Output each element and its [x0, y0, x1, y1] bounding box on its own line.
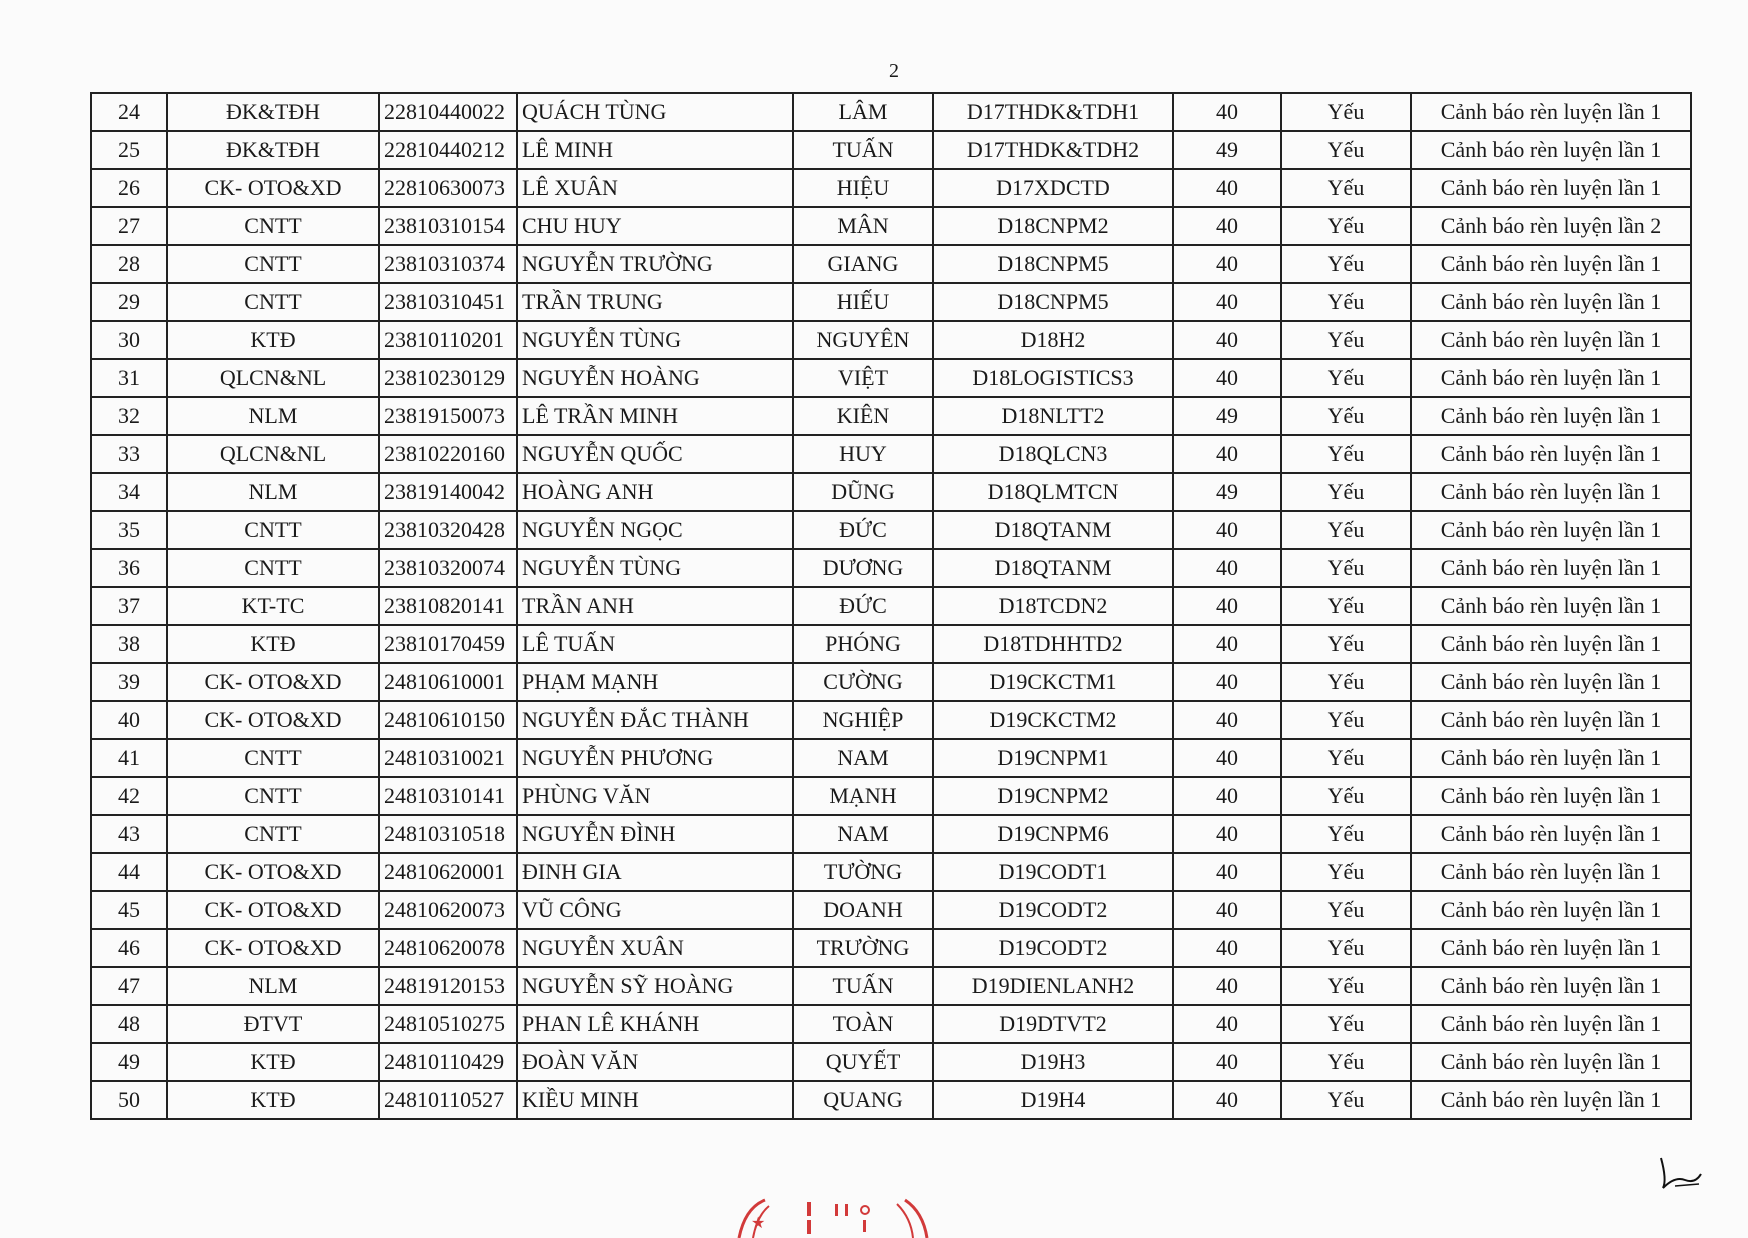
result-cell: Cảnh báo rèn luyện lần 1: [1411, 359, 1691, 397]
given-name-cell: QUANG: [793, 1081, 933, 1119]
given-name-cell: MÂN: [793, 207, 933, 245]
student-id-cell: 24819120153: [379, 967, 517, 1005]
student-id-cell: 23810170459: [379, 625, 517, 663]
row-number: 46: [91, 929, 167, 967]
student-id-cell: 22810440022: [379, 93, 517, 131]
table-row: [91, 853, 1691, 891]
result-cell: Cảnh báo rèn luyện lần 1: [1411, 777, 1691, 815]
faculty-cell: CK- OTO&XD: [167, 701, 379, 739]
class-cell: D19CODT2: [933, 929, 1173, 967]
page-number: 2: [889, 60, 899, 82]
student-id-cell: 23810220160: [379, 435, 517, 473]
score-cell: 40: [1173, 245, 1281, 283]
student-id-cell: 24810310141: [379, 777, 517, 815]
score-cell: 49: [1173, 473, 1281, 511]
faculty-cell: CK- OTO&XD: [167, 853, 379, 891]
faculty-cell: CNTT: [167, 283, 379, 321]
class-cell: D19CNPM2: [933, 777, 1173, 815]
faculty-cell: KTĐ: [167, 1043, 379, 1081]
score-cell: 40: [1173, 169, 1281, 207]
score-cell: 40: [1173, 511, 1281, 549]
given-name-cell: PHÓNG: [793, 625, 933, 663]
signature-mark: [1655, 1150, 1705, 1190]
result-cell: Cảnh báo rèn luyện lần 2: [1411, 207, 1691, 245]
student-id-cell: 22810440212: [379, 131, 517, 169]
result-cell: Cảnh báo rèn luyện lần 1: [1411, 169, 1691, 207]
given-name-cell: DƯƠNG: [793, 549, 933, 587]
table-row: [91, 283, 1691, 321]
faculty-cell: QLCN&NL: [167, 435, 379, 473]
table-row: [91, 435, 1691, 473]
row-number: 49: [91, 1043, 167, 1081]
faculty-cell: CNTT: [167, 777, 379, 815]
surname-cell: PHÙNG VĂN: [517, 777, 793, 815]
rating-cell: Yếu: [1281, 929, 1411, 967]
student-id-cell: 24810110429: [379, 1043, 517, 1081]
table-row: [91, 359, 1691, 397]
surname-cell: HOÀNG ANH: [517, 473, 793, 511]
faculty-cell: CK- OTO&XD: [167, 891, 379, 929]
faculty-cell: KTĐ: [167, 625, 379, 663]
score-cell: 40: [1173, 625, 1281, 663]
row-number: 35: [91, 511, 167, 549]
student-id-cell: 24810310518: [379, 815, 517, 853]
student-id-cell: 23810320428: [379, 511, 517, 549]
class-cell: D18QTANM: [933, 511, 1173, 549]
score-cell: 40: [1173, 1043, 1281, 1081]
surname-cell: PHẠM MẠNH: [517, 663, 793, 701]
surname-cell: NGUYỄN TÙNG: [517, 321, 793, 359]
table-row: [91, 473, 1691, 511]
table-row: [91, 1043, 1691, 1081]
result-cell: Cảnh báo rèn luyện lần 1: [1411, 473, 1691, 511]
faculty-cell: CNTT: [167, 245, 379, 283]
surname-cell: NGUYỄN TÙNG: [517, 549, 793, 587]
surname-cell: NGUYỄN ĐẮC THÀNH: [517, 701, 793, 739]
surname-cell: NGUYỄN QUỐC: [517, 435, 793, 473]
student-id-cell: 24810620078: [379, 929, 517, 967]
result-cell: Cảnh báo rèn luyện lần 1: [1411, 511, 1691, 549]
class-cell: D17THDK&TDH1: [933, 93, 1173, 131]
student-warning-table: [90, 92, 1692, 1120]
given-name-cell: TUẤN: [793, 967, 933, 1005]
result-cell: Cảnh báo rèn luyện lần 1: [1411, 815, 1691, 853]
student-id-cell: 24810110527: [379, 1081, 517, 1119]
class-cell: D18CNPM5: [933, 283, 1173, 321]
score-cell: 40: [1173, 435, 1281, 473]
given-name-cell: HIẾU: [793, 283, 933, 321]
row-number: 25: [91, 131, 167, 169]
class-cell: D19CKCTM2: [933, 701, 1173, 739]
result-cell: Cảnh báo rèn luyện lần 1: [1411, 739, 1691, 777]
table-row: [91, 549, 1691, 587]
class-cell: D19DIENLANH2: [933, 967, 1173, 1005]
score-cell: 40: [1173, 815, 1281, 853]
score-cell: 40: [1173, 207, 1281, 245]
faculty-cell: ĐK&TĐH: [167, 131, 379, 169]
student-id-cell: 24810610001: [379, 663, 517, 701]
surname-cell: QUÁCH TÙNG: [517, 93, 793, 131]
given-name-cell: TUẤN: [793, 131, 933, 169]
row-number: 36: [91, 549, 167, 587]
given-name-cell: MẠNH: [793, 777, 933, 815]
class-cell: D19CODT1: [933, 853, 1173, 891]
row-number: 31: [91, 359, 167, 397]
table-row: [91, 511, 1691, 549]
table-row: [91, 891, 1691, 929]
table-row: [91, 207, 1691, 245]
score-cell: 40: [1173, 321, 1281, 359]
given-name-cell: VIỆT: [793, 359, 933, 397]
result-cell: Cảnh báo rèn luyện lần 1: [1411, 625, 1691, 663]
row-number: 42: [91, 777, 167, 815]
score-cell: 49: [1173, 131, 1281, 169]
faculty-cell: CK- OTO&XD: [167, 929, 379, 967]
class-cell: D18TDHHTD2: [933, 625, 1173, 663]
surname-cell: KIỀU MINH: [517, 1081, 793, 1119]
class-cell: D19CODT2: [933, 891, 1173, 929]
rating-cell: Yếu: [1281, 815, 1411, 853]
score-cell: 40: [1173, 1005, 1281, 1043]
row-number: 27: [91, 207, 167, 245]
row-number: 38: [91, 625, 167, 663]
score-cell: 40: [1173, 701, 1281, 739]
given-name-cell: HUY: [793, 435, 933, 473]
rating-cell: Yếu: [1281, 245, 1411, 283]
faculty-cell: CNTT: [167, 815, 379, 853]
student-id-cell: 23810310154: [379, 207, 517, 245]
rating-cell: Yếu: [1281, 739, 1411, 777]
given-name-cell: QUYẾT: [793, 1043, 933, 1081]
surname-cell: NGUYỄN HOÀNG: [517, 359, 793, 397]
result-cell: Cảnh báo rèn luyện lần 1: [1411, 663, 1691, 701]
rating-cell: Yếu: [1281, 1081, 1411, 1119]
score-cell: 49: [1173, 397, 1281, 435]
table-row: [91, 701, 1691, 739]
table-row: [91, 245, 1691, 283]
class-cell: D17XDCTD: [933, 169, 1173, 207]
class-cell: D19CNPM1: [933, 739, 1173, 777]
row-number: 30: [91, 321, 167, 359]
given-name-cell: TƯỜNG: [793, 853, 933, 891]
table-row: [91, 93, 1691, 131]
class-cell: D19H4: [933, 1081, 1173, 1119]
given-name-cell: NAM: [793, 739, 933, 777]
score-cell: 40: [1173, 739, 1281, 777]
score-cell: 40: [1173, 359, 1281, 397]
score-cell: 40: [1173, 587, 1281, 625]
row-number: 32: [91, 397, 167, 435]
score-cell: 40: [1173, 777, 1281, 815]
rating-cell: Yếu: [1281, 207, 1411, 245]
table-body: [91, 93, 1691, 1119]
table-row: [91, 587, 1691, 625]
result-cell: Cảnh báo rèn luyện lần 1: [1411, 397, 1691, 435]
rating-cell: Yếu: [1281, 169, 1411, 207]
result-cell: Cảnh báo rèn luyện lần 1: [1411, 701, 1691, 739]
row-number: 48: [91, 1005, 167, 1043]
rating-cell: Yếu: [1281, 321, 1411, 359]
result-cell: Cảnh báo rèn luyện lần 1: [1411, 853, 1691, 891]
table-row: [91, 777, 1691, 815]
given-name-cell: KIÊN: [793, 397, 933, 435]
faculty-cell: QLCN&NL: [167, 359, 379, 397]
result-cell: Cảnh báo rèn luyện lần 1: [1411, 587, 1691, 625]
surname-cell: NGUYỄN TRƯỜNG: [517, 245, 793, 283]
table-row: [91, 929, 1691, 967]
row-number: 45: [91, 891, 167, 929]
rating-cell: Yếu: [1281, 131, 1411, 169]
score-cell: 40: [1173, 891, 1281, 929]
result-cell: Cảnh báo rèn luyện lần 1: [1411, 131, 1691, 169]
row-number: 39: [91, 663, 167, 701]
surname-cell: NGUYỄN XUÂN: [517, 929, 793, 967]
result-cell: Cảnh báo rèn luyện lần 1: [1411, 93, 1691, 131]
row-number: 40: [91, 701, 167, 739]
table-row: [91, 169, 1691, 207]
table-row: [91, 321, 1691, 359]
faculty-cell: CNTT: [167, 511, 379, 549]
score-cell: 40: [1173, 1081, 1281, 1119]
table-row: [91, 815, 1691, 853]
given-name-cell: DOANH: [793, 891, 933, 929]
class-cell: D18QTANM: [933, 549, 1173, 587]
table-row: [91, 663, 1691, 701]
result-cell: Cảnh báo rèn luyện lần 1: [1411, 283, 1691, 321]
surname-cell: NGUYỄN SỸ HOÀNG: [517, 967, 793, 1005]
result-cell: Cảnh báo rèn luyện lần 1: [1411, 1043, 1691, 1081]
class-cell: D19DTVT2: [933, 1005, 1173, 1043]
student-id-cell: 23810310374: [379, 245, 517, 283]
student-id-cell: 23810110201: [379, 321, 517, 359]
student-id-cell: 24810620073: [379, 891, 517, 929]
class-cell: D19H3: [933, 1043, 1173, 1081]
class-cell: D18TCDN2: [933, 587, 1173, 625]
surname-cell: TRẦN ANH: [517, 587, 793, 625]
row-number: 50: [91, 1081, 167, 1119]
score-cell: 40: [1173, 967, 1281, 1005]
rating-cell: Yếu: [1281, 1043, 1411, 1081]
rating-cell: Yếu: [1281, 359, 1411, 397]
rating-cell: Yếu: [1281, 1005, 1411, 1043]
result-cell: Cảnh báo rèn luyện lần 1: [1411, 245, 1691, 283]
given-name-cell: CƯỜNG: [793, 663, 933, 701]
rating-cell: Yếu: [1281, 587, 1411, 625]
surname-cell: NGUYỄN NGỌC: [517, 511, 793, 549]
student-id-cell: 23810230129: [379, 359, 517, 397]
faculty-cell: KTĐ: [167, 1081, 379, 1119]
result-cell: Cảnh báo rèn luyện lần 1: [1411, 967, 1691, 1005]
surname-cell: LÊ MINH: [517, 131, 793, 169]
row-number: 34: [91, 473, 167, 511]
row-number: 24: [91, 93, 167, 131]
rating-cell: Yếu: [1281, 701, 1411, 739]
given-name-cell: NGHIỆP: [793, 701, 933, 739]
score-cell: 40: [1173, 663, 1281, 701]
score-cell: 40: [1173, 853, 1281, 891]
row-number: 44: [91, 853, 167, 891]
class-cell: D18CNPM5: [933, 245, 1173, 283]
rating-cell: Yếu: [1281, 967, 1411, 1005]
given-name-cell: HIỆU: [793, 169, 933, 207]
student-id-cell: 23810310451: [379, 283, 517, 321]
given-name-cell: GIANG: [793, 245, 933, 283]
given-name-cell: LÂM: [793, 93, 933, 131]
result-cell: Cảnh báo rèn luyện lần 1: [1411, 549, 1691, 587]
faculty-cell: CNTT: [167, 207, 379, 245]
student-id-cell: 23819150073: [379, 397, 517, 435]
given-name-cell: ĐỨC: [793, 587, 933, 625]
class-cell: D17THDK&TDH2: [933, 131, 1173, 169]
given-name-cell: NGUYÊN: [793, 321, 933, 359]
score-cell: 40: [1173, 929, 1281, 967]
row-number: 29: [91, 283, 167, 321]
official-stamp: [735, 1198, 935, 1238]
student-id-cell: 24810310021: [379, 739, 517, 777]
given-name-cell: TRƯỜNG: [793, 929, 933, 967]
score-cell: 40: [1173, 93, 1281, 131]
row-number: 47: [91, 967, 167, 1005]
result-cell: Cảnh báo rèn luyện lần 1: [1411, 1005, 1691, 1043]
rating-cell: Yếu: [1281, 511, 1411, 549]
faculty-cell: CK- OTO&XD: [167, 663, 379, 701]
rating-cell: Yếu: [1281, 663, 1411, 701]
rating-cell: Yếu: [1281, 435, 1411, 473]
faculty-cell: NLM: [167, 967, 379, 1005]
rating-cell: Yếu: [1281, 777, 1411, 815]
faculty-cell: NLM: [167, 473, 379, 511]
class-cell: D18QLMTCN: [933, 473, 1173, 511]
faculty-cell: NLM: [167, 397, 379, 435]
result-cell: Cảnh báo rèn luyện lần 1: [1411, 929, 1691, 967]
given-name-cell: NAM: [793, 815, 933, 853]
surname-cell: NGUYỄN ĐÌNH: [517, 815, 793, 853]
surname-cell: ĐINH GIA: [517, 853, 793, 891]
row-number: 37: [91, 587, 167, 625]
row-number: 28: [91, 245, 167, 283]
student-id-cell: 23810820141: [379, 587, 517, 625]
student-id-cell: 24810510275: [379, 1005, 517, 1043]
table-row: [91, 397, 1691, 435]
surname-cell: VŨ CÔNG: [517, 891, 793, 929]
surname-cell: LÊ XUÂN: [517, 169, 793, 207]
surname-cell: ĐOÀN VĂN: [517, 1043, 793, 1081]
student-id-cell: 22810630073: [379, 169, 517, 207]
faculty-cell: CNTT: [167, 739, 379, 777]
result-cell: Cảnh báo rèn luyện lần 1: [1411, 891, 1691, 929]
svg-text:★: ★: [751, 1213, 766, 1232]
rating-cell: Yếu: [1281, 853, 1411, 891]
student-id-cell: 24810620001: [379, 853, 517, 891]
class-cell: D18CNPM2: [933, 207, 1173, 245]
table-row: [91, 739, 1691, 777]
table-row: [91, 131, 1691, 169]
table-row: [91, 625, 1691, 663]
rating-cell: Yếu: [1281, 93, 1411, 131]
rating-cell: Yếu: [1281, 397, 1411, 435]
surname-cell: TRẦN TRUNG: [517, 283, 793, 321]
class-cell: D18H2: [933, 321, 1173, 359]
result-cell: Cảnh báo rèn luyện lần 1: [1411, 435, 1691, 473]
class-cell: D19CNPM6: [933, 815, 1173, 853]
faculty-cell: ĐK&TĐH: [167, 93, 379, 131]
faculty-cell: CNTT: [167, 549, 379, 587]
table-row: [91, 1005, 1691, 1043]
student-id-cell: 23810320074: [379, 549, 517, 587]
faculty-cell: KT-TC: [167, 587, 379, 625]
row-number: 43: [91, 815, 167, 853]
surname-cell: LÊ TRẦN MINH: [517, 397, 793, 435]
class-cell: D18NLTT2: [933, 397, 1173, 435]
row-number: 26: [91, 169, 167, 207]
student-id-cell: 24810610150: [379, 701, 517, 739]
faculty-cell: KTĐ: [167, 321, 379, 359]
surname-cell: CHU HUY: [517, 207, 793, 245]
rating-cell: Yếu: [1281, 549, 1411, 587]
given-name-cell: DŨNG: [793, 473, 933, 511]
class-cell: D19CKCTM1: [933, 663, 1173, 701]
score-cell: 40: [1173, 283, 1281, 321]
student-id-cell: 23819140042: [379, 473, 517, 511]
class-cell: D18QLCN3: [933, 435, 1173, 473]
faculty-cell: ĐTVT: [167, 1005, 379, 1043]
table-row: [91, 1081, 1691, 1119]
surname-cell: NGUYỄN PHƯƠNG: [517, 739, 793, 777]
surname-cell: LÊ TUẤN: [517, 625, 793, 663]
result-cell: Cảnh báo rèn luyện lần 1: [1411, 321, 1691, 359]
rating-cell: Yếu: [1281, 283, 1411, 321]
table-row: [91, 967, 1691, 1005]
rating-cell: Yếu: [1281, 473, 1411, 511]
row-number: 33: [91, 435, 167, 473]
score-cell: 40: [1173, 549, 1281, 587]
surname-cell: PHAN LÊ KHÁNH: [517, 1005, 793, 1043]
given-name-cell: TOÀN: [793, 1005, 933, 1043]
given-name-cell: ĐỨC: [793, 511, 933, 549]
result-cell: Cảnh báo rèn luyện lần 1: [1411, 1081, 1691, 1119]
class-cell: D18LOGISTICS3: [933, 359, 1173, 397]
row-number: 41: [91, 739, 167, 777]
faculty-cell: CK- OTO&XD: [167, 169, 379, 207]
rating-cell: Yếu: [1281, 891, 1411, 929]
rating-cell: Yếu: [1281, 625, 1411, 663]
